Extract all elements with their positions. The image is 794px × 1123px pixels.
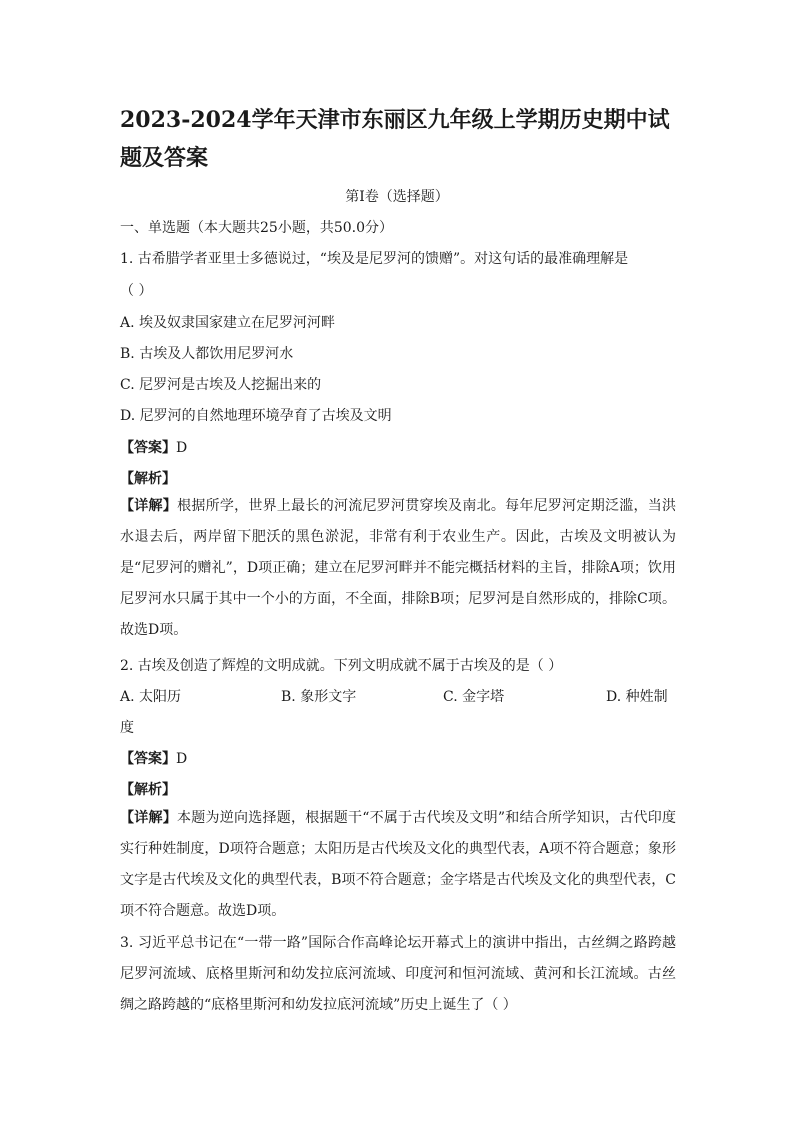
question-2-option-d-wrap: 度 bbox=[120, 720, 134, 736]
detail-tag: 【详解】 bbox=[120, 498, 178, 514]
question-1-detail bbox=[120, 491, 676, 646]
question-2-option-c: C. 金字塔 bbox=[443, 689, 505, 705]
analysis-tag: 【解析】 bbox=[120, 782, 176, 798]
question-2-option-d: D. 种姓制 bbox=[606, 689, 668, 705]
question-1-answer bbox=[120, 437, 187, 457]
question-2-analysis-tag bbox=[120, 779, 176, 799]
section-title: 第I卷（选择题） bbox=[345, 189, 449, 205]
answer-tag: 【答案】 bbox=[120, 440, 176, 456]
question-1-stem: 1. 古希腊学者亚里士多德说过，“埃及是尼罗河的馈赠”。对这句话的最准确理解是 bbox=[120, 251, 629, 267]
question-2-option-b: B. 象形文字 bbox=[281, 689, 357, 705]
question-1-analysis-tag bbox=[120, 468, 176, 488]
question-1-option-a: A. 埃及奴隶国家建立在尼罗河河畔 bbox=[120, 315, 336, 331]
question-1-option-b: B. 古埃及人都饮用尼罗河水 bbox=[120, 346, 294, 362]
answer-value: D bbox=[176, 440, 188, 456]
question-1-option-c: C. 尼罗河是古埃及人挖掘出来的 bbox=[120, 377, 322, 393]
question-2-answer bbox=[120, 748, 187, 768]
answer-value: D bbox=[176, 751, 188, 767]
question-1-option-d: D. 尼罗河的自然地理环境孕育了古埃及文明 bbox=[120, 408, 392, 424]
document-title: 2023-2024学年天津市东丽区九年级上学期历史期中试题及答案 bbox=[120, 107, 670, 171]
question-2-detail bbox=[120, 803, 676, 927]
question-3-stem: 3. 习近平总书记在“一带一路”国际合作高峰论坛开幕式上的演讲中指出，古丝绸之路跨越尼罗河流域、底格里斯河和幼发拉底河流域、印度河和恒河流域、黄河和长江流域。古丝绸之路跨越的“底格里斯河和幼发拉底河流域”历史上诞生了（ ） bbox=[120, 935, 676, 1013]
question-2-stem: 2. 古埃及创造了辉煌的文明成就。下列文明成就不属于古埃及的是（ ） bbox=[120, 658, 563, 674]
question-2-option-a: A. 太阳历 bbox=[120, 689, 182, 705]
analysis-tag: 【解析】 bbox=[120, 471, 176, 487]
question-1-bracket: （ ） bbox=[120, 283, 153, 299]
detail-text: 根据所学，世界上最长的河流尼罗河贯穿埃及南北。每年尼罗河定期泛滥，当洪水退去后，两岸留下肥沃的黑色淤泥，非常有利于农业生产。因此，古埃及文明被认为是“尼罗河的赠礼”，D项正确；建立在尼罗河畔并不能完概括材料的主旨，排除A项；饮用尼罗河水只属于其中一个小的方面，不全面，排除B项；尼罗河是自然形成的，排除C项。故选D项。 bbox=[120, 498, 677, 638]
detail-text: 本题为逆向选择题，根据题干“不属于古代埃及文明”和结合所学知识，古代印度实行种姓制度，D项符合题意；太阳历是古代埃及文化的典型代表，A项不符合题意；象形文字是古代埃及文化的典型代表，B项不符合题意；金字塔是古代埃及文化的典型代表，C项不符合题意。故选D项。 bbox=[120, 810, 677, 919]
section-header: 一、单选题（本大题共25小题，共50.0分） bbox=[120, 220, 393, 236]
detail-tag: 【详解】 bbox=[120, 810, 177, 826]
answer-tag: 【答案】 bbox=[120, 751, 176, 767]
